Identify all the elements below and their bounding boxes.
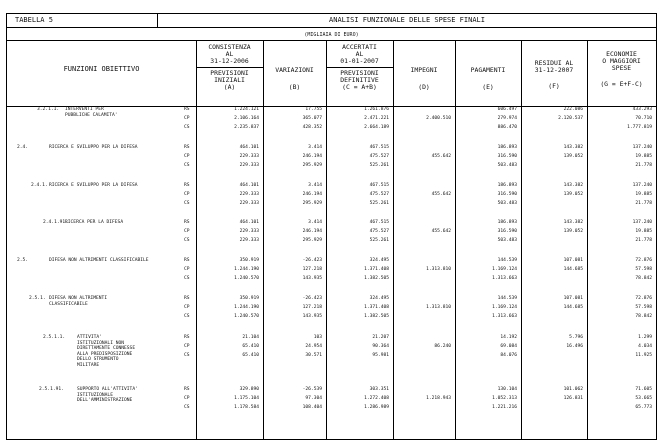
row-type: CS (184, 125, 190, 130)
cell-d: 1.313.810 (426, 305, 451, 310)
cell-b: 365.077 (302, 116, 322, 121)
cell-g: 72.876 (635, 258, 652, 263)
title-divider (157, 14, 158, 28)
cell-a: 1.178.584 (234, 405, 259, 410)
cell-b: 17.755 (305, 107, 322, 112)
table-frame (6, 13, 657, 440)
cell-e: 84.076 (500, 353, 517, 358)
table-row (7, 313, 656, 321)
row-type: CP (184, 192, 190, 197)
cell-b: 143.935 (302, 276, 322, 281)
table-row (7, 395, 656, 403)
row-type: CS (184, 276, 190, 281)
cell-e: 1.221.216 (492, 405, 517, 410)
cell-e: 279.974 (497, 116, 517, 121)
cell-d: 2.400.510 (426, 116, 451, 121)
table-row (7, 182, 656, 190)
cell-c: 1.286.989 (364, 405, 389, 410)
cell-a: 350.919 (239, 258, 259, 263)
header-residui: RESIDUI AL 31-12-2007 (F) (534, 59, 574, 90)
cell-e: 1.169.124 (492, 305, 517, 310)
group-code: 2.4.1. (31, 183, 48, 188)
cell-f: 107.081 (563, 258, 583, 263)
cell-g: 70.710 (635, 116, 652, 121)
cell-d: 86.240 (434, 344, 451, 349)
cell-f: 143.382 (563, 183, 583, 188)
cell-f: 143.382 (563, 220, 583, 225)
cell-g: 21.778 (635, 201, 652, 206)
group-label: DIFESA NON ALTRIMENTI CLASSIFICABILE (49, 296, 108, 307)
cell-g: 65.773 (635, 405, 652, 410)
group-label: DIFESA NON ALTRIMENTI CLASSIFICABILE (49, 258, 149, 263)
cell-g: 53.665 (635, 396, 652, 401)
cell-e: 1.169.124 (492, 267, 517, 272)
cell-a: 229.333 (239, 201, 259, 206)
group-code: 2.5.1.1. (43, 335, 66, 340)
table-row (7, 200, 656, 208)
cell-b: 295.929 (302, 238, 322, 243)
table-row (7, 237, 656, 245)
cell-g: 72.876 (635, 296, 652, 301)
cell-c: 467.515 (369, 220, 389, 225)
cell-a: 65.410 (242, 353, 259, 358)
cell-f: 107.081 (563, 296, 583, 301)
table-row (7, 352, 656, 360)
group-code: 2.5.1. (29, 296, 46, 301)
cell-c: 1.371.408 (364, 305, 389, 310)
header-economie: ECONOMIE O MAGGIORI SPESE (G = E+F-C) (600, 50, 643, 88)
cell-e: 186.893 (497, 220, 517, 225)
cell-d: 455.642 (431, 192, 451, 197)
table-row (7, 343, 656, 351)
group-label: RICERCA E SVILUPPO PER LA DIFESA (49, 145, 138, 150)
cell-b: 428.352 (302, 125, 322, 130)
cell-e: 316.590 (497, 192, 517, 197)
cell-e: 503.483 (497, 238, 517, 243)
header-accertati: ACCERTATI AL 01-01-2007 (340, 43, 379, 65)
row-type: RS (184, 258, 190, 263)
group-code: 2.4. (17, 145, 29, 150)
cell-e: 316.590 (497, 154, 517, 159)
cell-b: 143.935 (302, 314, 322, 319)
row-type: RS (184, 107, 190, 112)
header-consistenza: CONSISTENZA AL 31-12-2006 (208, 43, 251, 65)
header-top-rule (7, 40, 656, 41)
table-label: TABELLA 5 (15, 16, 53, 24)
cell-b: -26.423 (302, 296, 322, 301)
cell-c: 1.382.505 (364, 276, 389, 281)
table-row (7, 228, 656, 236)
cell-g: 71.605 (635, 387, 652, 392)
table-title: ANALISI FUNZIONALE DELLE SPESE FINALI (329, 16, 485, 24)
row-type: RS (184, 220, 190, 225)
table-row (7, 304, 656, 312)
table-row (7, 257, 656, 265)
row-type: CS (184, 314, 190, 319)
cell-b: 108.404 (302, 405, 322, 410)
cell-e: 186.893 (497, 145, 517, 150)
row-type: CS (184, 405, 190, 410)
group-label: RICERCA E SVILUPPO PER LA DIFESA (49, 183, 138, 188)
row-type: CP (184, 396, 190, 401)
header-split-rule (326, 67, 393, 68)
group-label: ATTIVITA' ISTITUZIONALI NON DIRETTAMENTE CONNESSE ALLA PREDISPOSIZIONE DELLO STRUMENTO MILITARE (77, 335, 136, 368)
table-row (7, 295, 656, 303)
table-row (7, 219, 656, 227)
row-type: RS (184, 335, 190, 340)
group-code: 2.5.1.91. (39, 387, 64, 392)
cell-b: 246.194 (302, 154, 322, 159)
cell-b: 246.194 (302, 192, 322, 197)
header-split-rule (196, 67, 263, 68)
cell-c: 1.272.408 (364, 396, 389, 401)
cell-f: 144.685 (563, 305, 583, 310)
cell-b: 295.929 (302, 201, 322, 206)
cell-b: 103 (313, 335, 322, 340)
cell-g: 137.240 (632, 183, 652, 188)
header-previsioni-definitive: PREVISIONI DEFINITIVE (C = A+B) (340, 69, 379, 91)
cell-b: 30.571 (305, 353, 322, 358)
cell-d: 1.218.943 (426, 396, 451, 401)
table-row (7, 124, 656, 132)
cell-e: 316.590 (497, 229, 517, 234)
cell-f: 126.831 (563, 396, 583, 401)
cell-c: 95.981 (372, 353, 389, 358)
cell-e: 1.313.663 (492, 276, 517, 281)
group-code: 3.2.1.1. (37, 107, 60, 112)
table-row (7, 191, 656, 199)
cell-a: 229.333 (239, 154, 259, 159)
cell-a: 229.333 (239, 229, 259, 234)
cell-b: 295.929 (302, 163, 322, 168)
row-type: CS (184, 238, 190, 243)
group-label: INTERVENTI PER PUBBLICHE CALAMITA' (65, 107, 118, 118)
row-type: CP (184, 116, 190, 121)
cell-g: 433.293 (632, 107, 652, 112)
group-code: 2.4.1.91. (43, 220, 68, 225)
title-row (7, 14, 656, 28)
table-row (7, 334, 656, 342)
group-code: 2.5. (17, 258, 29, 263)
cell-g: 19.885 (635, 154, 652, 159)
cell-c: 303.351 (369, 387, 389, 392)
cell-g: 57.598 (635, 305, 652, 310)
cell-a: 229.333 (239, 238, 259, 243)
cell-g: 19.885 (635, 229, 652, 234)
cell-f: 101.062 (563, 387, 583, 392)
cell-b: 127.218 (302, 267, 322, 272)
row-type: RS (184, 296, 190, 301)
cell-g: 57.598 (635, 267, 652, 272)
cell-a: 1.224.121 (234, 107, 259, 112)
cell-c: 2.664.189 (364, 125, 389, 130)
cell-c: 324.495 (369, 296, 389, 301)
cell-a: 464.101 (239, 183, 259, 188)
cell-e: 606.497 (497, 107, 517, 112)
cell-c: 525.261 (369, 238, 389, 243)
row-type: CS (184, 201, 190, 206)
cell-d: 455.642 (431, 229, 451, 234)
header-funzioni: FUNZIONI OBIETTIVO (63, 65, 140, 73)
cell-g: 78.842 (635, 314, 652, 319)
cell-b: 3.414 (308, 183, 322, 188)
cell-a: 464.101 (239, 145, 259, 150)
cell-d: 455.642 (431, 154, 451, 159)
cell-g: 4.034 (638, 344, 652, 349)
header-previsioni-iniziali: PREVISIONI INIZIALI (A) (210, 69, 249, 91)
cell-g: 78.842 (635, 276, 652, 281)
cell-c: 1.261.876 (364, 107, 389, 112)
row-type: CP (184, 154, 190, 159)
cell-d: 1.313.810 (426, 267, 451, 272)
cell-b: -26.539 (302, 387, 322, 392)
cell-c: 1.371.408 (364, 267, 389, 272)
cell-g: 21.778 (635, 163, 652, 168)
cell-c: 90.364 (372, 344, 389, 349)
cell-a: 1.244.190 (234, 305, 259, 310)
cell-g: 11.925 (635, 353, 652, 358)
cell-f: 222.086 (563, 107, 583, 112)
table-row (7, 106, 656, 114)
table-row (7, 266, 656, 274)
cell-c: 324.495 (369, 258, 389, 263)
row-type: CP (184, 344, 190, 349)
cell-c: 467.515 (369, 145, 389, 150)
header-impegni: IMPEGNI (D) (410, 66, 438, 91)
cell-g: 1.299 (638, 335, 652, 340)
cell-a: 1.175.104 (234, 396, 259, 401)
row-type: CP (184, 267, 190, 272)
cell-f: 139.052 (563, 229, 583, 234)
row-type: RS (184, 145, 190, 150)
group-label: SUPPORTO ALL'ATTIVITA' ISTITUZIONALE DELL'AMMINISTRAZIONE (77, 387, 138, 403)
cell-a: 229.333 (239, 163, 259, 168)
cell-g: 137.240 (632, 145, 652, 150)
cell-a: 1.244.190 (234, 267, 259, 272)
cell-b: 24.954 (305, 344, 322, 349)
cell-c: 1.382.505 (364, 314, 389, 319)
table-row (7, 386, 656, 394)
cell-a: 464.101 (239, 220, 259, 225)
cell-e: 14.192 (500, 335, 517, 340)
table-row (7, 275, 656, 283)
cell-f: 139.052 (563, 154, 583, 159)
header-pagamenti: PAGAMENTI (E) (470, 66, 506, 91)
header-variazioni: VARIAZIONI (B) (275, 66, 314, 91)
table-row (7, 153, 656, 161)
group-label: RICERCA PER LA DIFESA (65, 220, 124, 225)
table-row (7, 115, 656, 123)
table-subtitle: (MIGLIAIA DI EURO) (304, 32, 359, 38)
cell-f: 5.796 (569, 335, 583, 340)
cell-a: 1.240.570 (234, 314, 259, 319)
cell-b: -26.423 (302, 258, 322, 263)
cell-e: 886.470 (497, 125, 517, 130)
cell-e: 503.483 (497, 163, 517, 168)
cell-e: 69.084 (500, 344, 517, 349)
cell-a: 65.410 (242, 344, 259, 349)
cell-c: 525.261 (369, 201, 389, 206)
cell-c: 2.471.221 (364, 116, 389, 121)
cell-a: 2.235.837 (234, 125, 259, 130)
cell-b: 127.218 (302, 305, 322, 310)
cell-e: 144.539 (497, 296, 517, 301)
cell-g: 19.885 (635, 192, 652, 197)
table-row (7, 404, 656, 412)
row-type: CS (184, 163, 190, 168)
cell-c: 475.527 (369, 154, 389, 159)
cell-e: 1.313.663 (492, 314, 517, 319)
cell-a: 1.240.570 (234, 276, 259, 281)
cell-c: 525.261 (369, 163, 389, 168)
cell-f: 144.685 (563, 267, 583, 272)
cell-f: 139.052 (563, 192, 583, 197)
cell-e: 186.893 (497, 183, 517, 188)
cell-e: 1.052.313 (492, 396, 517, 401)
cell-c: 475.527 (369, 192, 389, 197)
cell-f: 16.496 (566, 344, 583, 349)
cell-g: 21.778 (635, 238, 652, 243)
cell-b: 3.414 (308, 220, 322, 225)
cell-a: 350.919 (239, 296, 259, 301)
row-type: CP (184, 305, 190, 310)
cell-f: 143.382 (563, 145, 583, 150)
cell-e: 144.539 (497, 258, 517, 263)
cell-c: 467.515 (369, 183, 389, 188)
cell-f: 2.120.537 (558, 116, 583, 121)
cell-b: 97.304 (305, 396, 322, 401)
cell-g: 1.777.819 (627, 125, 652, 130)
cell-b: 3.414 (308, 145, 322, 150)
table-row (7, 162, 656, 170)
row-type: CS (184, 353, 190, 358)
cell-g: 137.240 (632, 220, 652, 225)
table-row (7, 144, 656, 152)
cell-b: 246.194 (302, 229, 322, 234)
row-type: RS (184, 183, 190, 188)
cell-a: 2.106.164 (234, 116, 259, 121)
cell-a: 21.104 (242, 335, 259, 340)
cell-e: 503.483 (497, 201, 517, 206)
cell-e: 130.104 (497, 387, 517, 392)
cell-a: 329.890 (239, 387, 259, 392)
cell-c: 21.207 (372, 335, 389, 340)
row-type: RS (184, 387, 190, 392)
row-type: CP (184, 229, 190, 234)
cell-c: 475.527 (369, 229, 389, 234)
cell-a: 229.333 (239, 192, 259, 197)
